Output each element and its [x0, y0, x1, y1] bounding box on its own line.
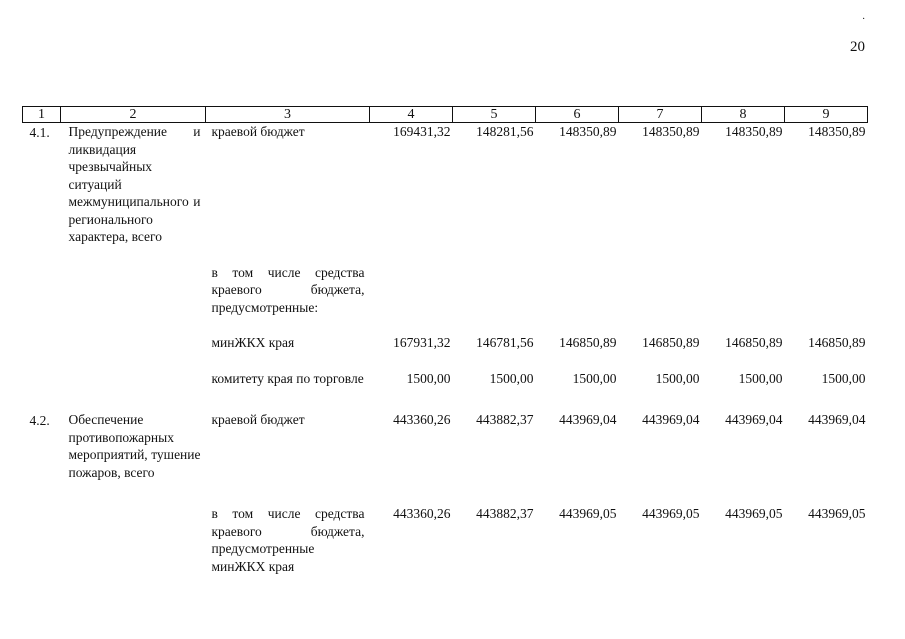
value-cell: 146781,56 [476, 335, 534, 350]
value-cell: 148350,89 [642, 124, 700, 139]
row-spacer [23, 246, 868, 264]
row-source: минЖКХ края [211, 335, 295, 350]
value-cell [536, 264, 619, 317]
header-cell: 6 [536, 107, 619, 123]
header-row [23, 107, 868, 123]
value-cell: 443969,05 [725, 506, 783, 521]
value-cell [619, 264, 702, 317]
value-cell: 167931,32 [393, 335, 451, 350]
row-code: 4.2. [29, 413, 50, 428]
value-cell: 443882,37 [476, 412, 534, 427]
table-row [23, 264, 868, 317]
value-cell [785, 264, 868, 317]
row-code [23, 505, 61, 575]
value-cell: 443360,26 [393, 412, 451, 427]
row-code [23, 334, 61, 352]
value-cell: 443360,26 [393, 506, 451, 521]
value-cell: 146850,89 [725, 335, 783, 350]
value-cell: 148281,56 [476, 124, 534, 139]
header-cell: 8 [702, 107, 785, 123]
value-cell: 146850,89 [808, 335, 866, 350]
table-row [23, 334, 868, 352]
header-cell: 7 [619, 107, 702, 123]
row-spacer [23, 481, 868, 505]
value-cell: 443969,05 [559, 506, 617, 521]
page-number: 20 [850, 39, 865, 55]
value-cell: 146850,89 [642, 335, 700, 350]
value-cell: 443969,05 [642, 506, 700, 521]
value-cell: 1500,00 [821, 370, 866, 386]
value-cell: 148350,89 [559, 124, 617, 139]
value-cell: 443969,04 [559, 412, 617, 427]
header-cell: 2 [61, 107, 206, 123]
row-name: Обеспечение противопожарных мероприятий, тушение пожаров, всего [68, 412, 201, 480]
row-spacer [23, 352, 868, 370]
header-cell: 1 [23, 107, 61, 123]
value-cell: 443882,37 [476, 506, 534, 521]
header-cell: 4 [370, 107, 453, 123]
value-cell: 1500,00 [738, 370, 783, 386]
row-code: 4.1. [29, 125, 50, 140]
row-name [61, 334, 206, 352]
value-cell: 1500,00 [655, 370, 700, 386]
table-row [23, 505, 868, 575]
value-cell [453, 264, 536, 317]
row-source: в том числе средства краевого бюджета, предусмотренные: [211, 264, 365, 315]
row-spacer [23, 387, 868, 411]
budget-table [22, 106, 868, 575]
header-cell: 9 [785, 107, 868, 123]
value-cell: 169431,32 [393, 124, 451, 139]
value-cell: 443969,04 [725, 412, 783, 427]
header-cell: 3 [206, 107, 370, 123]
value-cell: 146850,89 [559, 335, 617, 350]
row-source: комитету края по торговле [211, 370, 364, 386]
value-cell: 1500,00 [489, 370, 534, 386]
table-row [23, 123, 868, 246]
table-row [23, 411, 868, 481]
value-cell [702, 264, 785, 317]
value-cell: 443969,04 [808, 412, 866, 427]
value-cell: 443969,05 [808, 506, 866, 521]
value-cell: 148350,89 [725, 124, 783, 139]
row-name: Предупреждение и ликвидация чрезвычайных ситуаций межмуниципального и регионального характера, всего [68, 124, 201, 244]
row-name [61, 370, 206, 388]
header-cell: 5 [453, 107, 536, 123]
row-name [61, 505, 206, 575]
row-source: краевой бюджет [211, 412, 305, 427]
value-cell: 148350,89 [808, 124, 866, 139]
row-source: в том числе средства краевого бюджета, предусмотренные минЖКХ края [211, 506, 365, 574]
row-name [61, 264, 206, 317]
page-mark: · [862, 14, 866, 25]
row-spacer [23, 316, 868, 334]
value-cell: 1500,00 [572, 370, 617, 386]
value-cell: 443969,04 [642, 412, 700, 427]
table-row [23, 370, 868, 388]
value-cell [370, 264, 453, 317]
value-cell: 1500,00 [406, 370, 451, 386]
row-source: краевой бюджет [211, 124, 305, 139]
row-code [23, 264, 61, 317]
row-code [23, 370, 61, 388]
